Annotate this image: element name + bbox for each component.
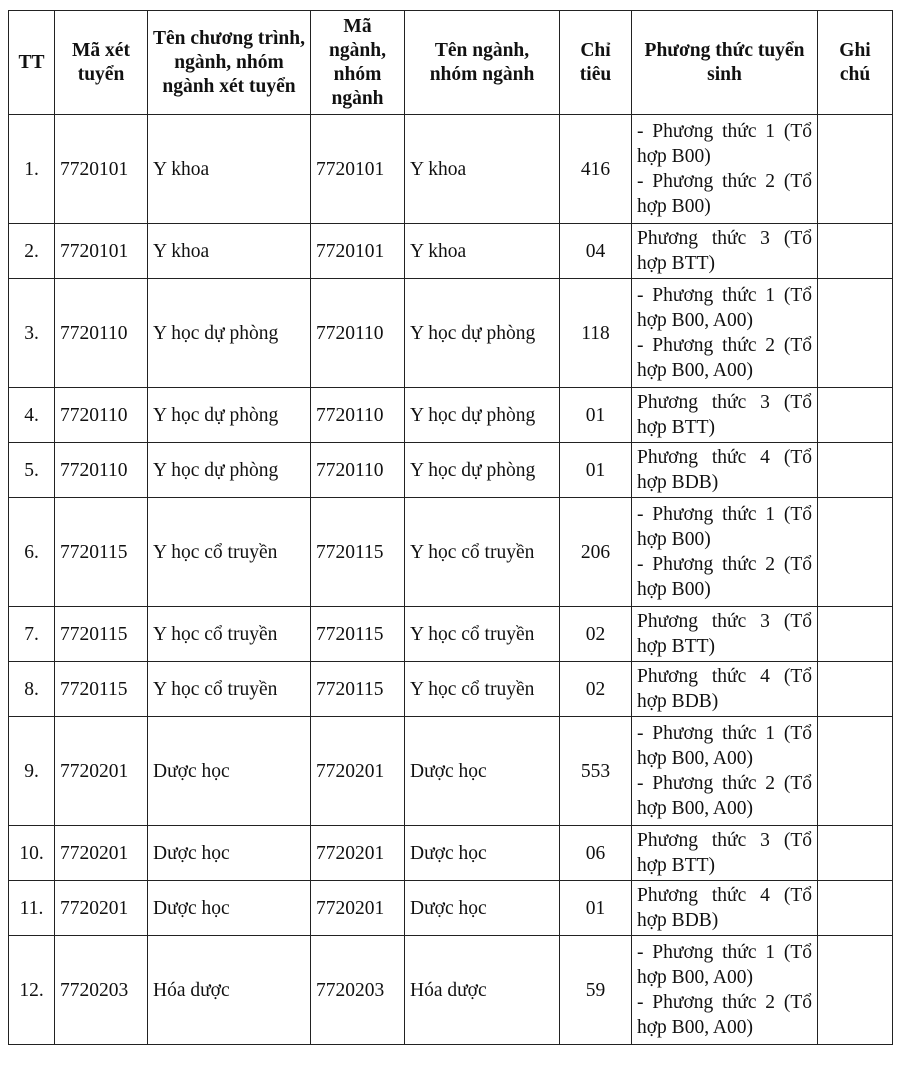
cell-ma-nganh: 7720101 <box>311 115 405 224</box>
cell-ghi-chu <box>818 115 893 224</box>
cell-ten-nganh: Y học dự phòng <box>405 443 560 498</box>
cell-phuong-thuc <box>632 936 818 1045</box>
cell-ghi-chu <box>818 498 893 607</box>
table-row <box>9 881 893 936</box>
cell-ma-nganh: 7720201 <box>311 717 405 826</box>
cell-ma-nganh: 7720203 <box>311 936 405 1045</box>
header-tt: TT <box>9 11 55 115</box>
cell-tt: 5. <box>9 443 55 498</box>
cell-ma-xet-tuyen: 7720110 <box>55 279 148 388</box>
cell-phuong-thuc <box>632 881 818 936</box>
phuong-thuc-line: - Phương thức 2 (Tổ hợp B00) <box>637 171 812 217</box>
cell-ten-chuong-trinh: Dược học <box>148 826 311 881</box>
header-ghi-chu: Ghi chú <box>818 11 893 115</box>
cell-ma-nganh: 7720101 <box>311 224 405 279</box>
cell-ma-xet-tuyen: 7720115 <box>55 607 148 662</box>
table-row <box>9 115 893 224</box>
cell-ma-xet-tuyen: 7720201 <box>55 826 148 881</box>
cell-tt: 2. <box>9 224 55 279</box>
phuong-thuc-line: Phương thức 4 (Tổ hợp BDB) <box>637 666 812 712</box>
table-row <box>9 498 893 607</box>
cell-tt: 11. <box>9 881 55 936</box>
cell-phuong-thuc <box>632 498 818 607</box>
cell-ma-xet-tuyen: 7720201 <box>55 717 148 826</box>
cell-ma-nganh: 7720115 <box>311 607 405 662</box>
cell-phuong-thuc <box>632 279 818 388</box>
cell-tt: 10. <box>9 826 55 881</box>
cell-ten-nganh: Dược học <box>405 881 560 936</box>
cell-ma-nganh: 7720201 <box>311 826 405 881</box>
cell-phuong-thuc <box>632 826 818 881</box>
cell-ten-chuong-trinh: Y học dự phòng <box>148 388 311 443</box>
cell-ma-xet-tuyen: 7720115 <box>55 498 148 607</box>
cell-phuong-thuc <box>632 443 818 498</box>
cell-chi-tieu: 01 <box>560 881 632 936</box>
cell-phuong-thuc <box>632 388 818 443</box>
cell-ten-nganh: Dược học <box>405 717 560 826</box>
cell-ten-chuong-trinh: Hóa dược <box>148 936 311 1045</box>
phuong-thuc-line: Phương thức 3 (Tổ hợp BTT) <box>637 228 812 274</box>
table-row <box>9 826 893 881</box>
phuong-thuc-line: Phương thức 4 (Tổ hợp BDB) <box>637 447 812 493</box>
cell-chi-tieu: 553 <box>560 717 632 826</box>
phuong-thuc-line: - Phương thức 1 (Tổ hợp B00) <box>637 121 812 167</box>
phuong-thuc-line: - Phương thức 1 (Tổ hợp B00, A00) <box>637 285 812 331</box>
cell-ten-chuong-trinh: Y khoa <box>148 115 311 224</box>
cell-ghi-chu <box>818 936 893 1045</box>
cell-ten-chuong-trinh: Dược học <box>148 881 311 936</box>
table-row <box>9 936 893 1045</box>
table-row <box>9 443 893 498</box>
table-row <box>9 388 893 443</box>
header-row <box>9 11 893 115</box>
cell-phuong-thuc <box>632 717 818 826</box>
header-ten-nganh: Tên ngành, nhóm ngành <box>405 11 560 115</box>
cell-ten-chuong-trinh: Y khoa <box>148 224 311 279</box>
cell-ten-nganh: Y học dự phòng <box>405 388 560 443</box>
header-ten-chuong-trinh: Tên chương trình, ngành, nhóm ngành xét tuyển <box>148 11 311 115</box>
cell-ghi-chu <box>818 388 893 443</box>
header-ma-xet-tuyen: Mã xét tuyển <box>55 11 148 115</box>
phuong-thuc-line: Phương thức 3 (Tổ hợp BTT) <box>637 611 812 657</box>
cell-ma-xet-tuyen: 7720110 <box>55 443 148 498</box>
cell-tt: 3. <box>9 279 55 388</box>
cell-ma-xet-tuyen: 7720110 <box>55 388 148 443</box>
cell-phuong-thuc <box>632 607 818 662</box>
cell-chi-tieu: 06 <box>560 826 632 881</box>
cell-ghi-chu <box>818 662 893 717</box>
cell-tt: 9. <box>9 717 55 826</box>
table-row <box>9 224 893 279</box>
phuong-thuc-line: - Phương thức 1 (Tổ hợp B00, A00) <box>637 942 812 988</box>
cell-phuong-thuc <box>632 115 818 224</box>
cell-ten-nganh: Hóa dược <box>405 936 560 1045</box>
phuong-thuc-line: - Phương thức 1 (Tổ hợp B00, A00) <box>637 723 812 769</box>
cell-ten-chuong-trinh: Dược học <box>148 717 311 826</box>
cell-ma-xet-tuyen: 7720201 <box>55 881 148 936</box>
cell-ten-chuong-trinh: Y học cổ truyền <box>148 498 311 607</box>
cell-ghi-chu <box>818 881 893 936</box>
cell-tt: 1. <box>9 115 55 224</box>
cell-tt: 4. <box>9 388 55 443</box>
table-row <box>9 662 893 717</box>
cell-ten-nganh: Y học cổ truyền <box>405 607 560 662</box>
cell-chi-tieu: 01 <box>560 443 632 498</box>
cell-ma-xet-tuyen: 7720101 <box>55 224 148 279</box>
phuong-thuc-line: - Phương thức 2 (Tổ hợp B00, A00) <box>637 773 812 819</box>
cell-tt: 12. <box>9 936 55 1045</box>
phuong-thuc-line: - Phương thức 2 (Tổ hợp B00, A00) <box>637 992 812 1038</box>
admission-table <box>8 10 893 1045</box>
cell-ma-nganh: 7720115 <box>311 662 405 717</box>
cell-chi-tieu: 416 <box>560 115 632 224</box>
cell-ten-nganh: Dược học <box>405 826 560 881</box>
cell-ten-chuong-trinh: Y học cổ truyền <box>148 607 311 662</box>
phuong-thuc-line: Phương thức 4 (Tổ hợp BDB) <box>637 885 812 931</box>
cell-ghi-chu <box>818 279 893 388</box>
phuong-thuc-line: Phương thức 3 (Tổ hợp BTT) <box>637 830 812 876</box>
cell-ma-xet-tuyen: 7720203 <box>55 936 148 1045</box>
cell-ten-chuong-trinh: Y học cổ truyền <box>148 662 311 717</box>
cell-ghi-chu <box>818 826 893 881</box>
cell-tt: 8. <box>9 662 55 717</box>
cell-ma-nganh: 7720201 <box>311 881 405 936</box>
cell-chi-tieu: 01 <box>560 388 632 443</box>
cell-ghi-chu <box>818 717 893 826</box>
phuong-thuc-line: Phương thức 3 (Tổ hợp BTT) <box>637 392 812 438</box>
cell-tt: 7. <box>9 607 55 662</box>
cell-ten-nganh: Y học cổ truyền <box>405 662 560 717</box>
header-chi-tieu: Chỉ tiêu <box>560 11 632 115</box>
cell-ma-nganh: 7720110 <box>311 279 405 388</box>
cell-chi-tieu: 04 <box>560 224 632 279</box>
cell-ma-nganh: 7720110 <box>311 443 405 498</box>
cell-chi-tieu: 02 <box>560 607 632 662</box>
cell-chi-tieu: 118 <box>560 279 632 388</box>
cell-tt: 6. <box>9 498 55 607</box>
cell-ghi-chu <box>818 224 893 279</box>
cell-ma-nganh: 7720115 <box>311 498 405 607</box>
phuong-thuc-line: - Phương thức 1 (Tổ hợp B00) <box>637 504 812 550</box>
header-phuong-thuc: Phương thức tuyển sinh <box>632 11 818 115</box>
phuong-thuc-line: - Phương thức 2 (Tổ hợp B00, A00) <box>637 335 812 381</box>
cell-ma-xet-tuyen: 7720101 <box>55 115 148 224</box>
table-row <box>9 717 893 826</box>
cell-chi-tieu: 206 <box>560 498 632 607</box>
cell-ten-chuong-trinh: Y học dự phòng <box>148 443 311 498</box>
cell-ghi-chu <box>818 443 893 498</box>
table-row <box>9 279 893 388</box>
cell-ma-nganh: 7720110 <box>311 388 405 443</box>
cell-chi-tieu: 02 <box>560 662 632 717</box>
cell-phuong-thuc <box>632 224 818 279</box>
cell-ten-nganh: Y khoa <box>405 224 560 279</box>
table-row <box>9 607 893 662</box>
cell-ten-nganh: Y học cổ truyền <box>405 498 560 607</box>
cell-ten-chuong-trinh: Y học dự phòng <box>148 279 311 388</box>
header-ma-nganh: Mã ngành, nhóm ngành <box>311 11 405 115</box>
cell-ten-nganh: Y khoa <box>405 115 560 224</box>
cell-ghi-chu <box>818 607 893 662</box>
cell-ma-xet-tuyen: 7720115 <box>55 662 148 717</box>
cell-chi-tieu: 59 <box>560 936 632 1045</box>
cell-phuong-thuc <box>632 662 818 717</box>
phuong-thuc-line: - Phương thức 2 (Tổ hợp B00) <box>637 554 812 600</box>
cell-ten-nganh: Y học dự phòng <box>405 279 560 388</box>
